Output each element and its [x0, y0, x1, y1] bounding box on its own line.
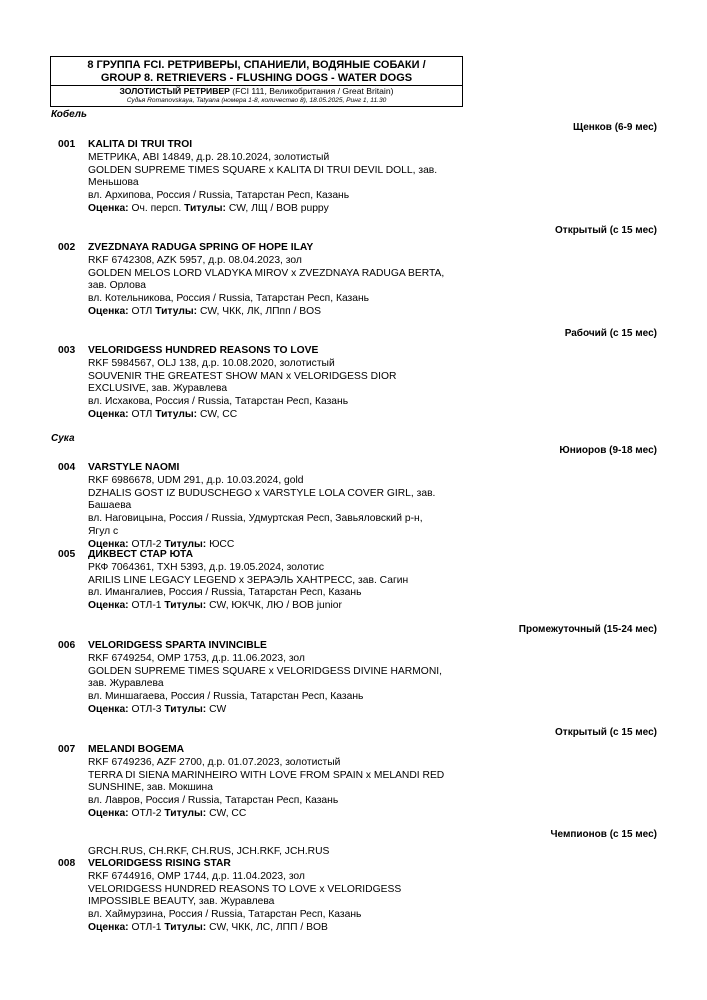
dog-owner: вл. Котельникова, Россия / Russia, Татарстан Респ, Казань — [88, 293, 370, 305]
grade-label: Оценка: — [88, 807, 129, 819]
dog-parents-line: DZHALIS GOST IZ BUDUSCHEGO x VARSTYLE LOLA COVER GIRL, зав. — [88, 487, 436, 499]
dog-parents-line: SOUVENIR THE GREATEST SHOW MAN x VELORIDGESS DIOR — [88, 370, 397, 382]
group-title-en: GROUP 8. RETRIEVERS - FLUSHING DOGS - WATER DOGS — [100, 72, 413, 84]
group-title — [51, 57, 462, 86]
dog-owner: вл. Имангалиев, Россия / Russia, Татарстан Респ, Казань — [88, 587, 362, 599]
dog-registration: RKF 6744916, OMP 1744, д.р. 11.04.2023, зол — [88, 870, 305, 882]
dog-parents-line: TERRA DI SIENA MARINHEIRO WITH LOVE FROM SPAIN x MELANDI RED — [88, 769, 445, 781]
dog-result — [88, 600, 468, 613]
dog-name: MELANDI BOGEMA — [88, 744, 185, 755]
entry-number: 007 — [58, 744, 76, 755]
grade-value: ОТЛ-2 — [131, 807, 162, 819]
dog-owner: вл. Исхакова, Россия / Russia, Татарстан Респ, Казань — [88, 396, 349, 408]
dog-name: VARSTYLE NAOMI — [88, 462, 180, 473]
dog-registration: RKF 6749254, OMP 1753, д.р. 11.06.2023, зол — [88, 652, 305, 664]
dog-parents-line: GOLDEN SUPREME TIMES SQUARE x KALITA DI TRUI DEVIL DOLL, зав. — [88, 164, 438, 176]
breed-info: (FCI 111, Великобритания / Great Britain) — [232, 86, 394, 96]
entry — [58, 858, 468, 935]
dog-registration: РКФ 7064361, ТХН 5393, д.р. 19.05.2024, золотис — [88, 561, 325, 573]
dog-registration: МЕТРИКА, ABI 14849, д.р. 28.10.2024, золотистый — [88, 151, 330, 163]
entry-number: 002 — [58, 242, 76, 253]
dog-result — [88, 922, 468, 935]
dog-name: VELORIDGESS HUNDRED REASONS TO LOVE — [88, 345, 319, 356]
grade-label: Оценка: — [88, 703, 129, 715]
dog-parents-line: GOLDEN MELOS LORD VLADYKA MIROV x ZVEZDNAYA RADUGA BERTA, — [88, 267, 445, 279]
entry-number: 001 — [58, 139, 76, 150]
breed-name: ЗОЛОТИСТЫЙ РЕТРИВЕР — [119, 86, 230, 96]
titles-value: CW, CC — [199, 408, 238, 420]
class-heading-open: Открытый (с 15 мес) — [555, 225, 657, 236]
dog-parents-line: зав. Орлова — [88, 280, 146, 292]
grade-value: ОТЛ-3 — [131, 703, 162, 715]
dog-owner: вл. Наговицына, Россия / Russia, Удмуртская Респ, Завьяловский р-н, — [88, 513, 423, 525]
entry — [58, 242, 468, 319]
titles-label: Титулы: — [184, 202, 226, 214]
dog-name: VELORIDGESS RISING STAR — [88, 858, 231, 869]
sex-heading-male: Кобель — [51, 109, 87, 120]
titles-label: Титулы: — [164, 600, 207, 612]
titles-label: Титулы: — [155, 408, 198, 420]
dog-parents-line: SUNSHINE, зав. Мокшина — [88, 782, 213, 794]
class-heading-junior: Юниоров (9-18 мес) — [559, 445, 657, 456]
dog-result — [88, 704, 468, 717]
entry — [58, 744, 468, 821]
titles-value: CW, CC — [209, 807, 247, 819]
titles-value: CW — [209, 703, 227, 715]
dog-owner: вл. Хаймурзина, Россия / Russia, Татарстан Респ, Казань — [88, 909, 362, 921]
class-heading-puppy: Щенков (6-9 мес) — [573, 122, 657, 133]
entry — [58, 549, 468, 613]
grade-label: Оценка: — [88, 305, 129, 317]
class-heading-champion: Чемпионов (с 15 мес) — [550, 829, 657, 840]
dog-name: ДИКВЕСТ СТАР ЮТА — [88, 549, 194, 560]
entry — [58, 139, 468, 216]
dog-registration: RKF 6749236, AZF 2700, д.р. 01.07.2023, золотистый — [88, 756, 341, 768]
grade-value: ОТЛ — [131, 408, 153, 420]
class-heading-working: Рабочий (с 15 мес) — [564, 328, 657, 339]
grade-label: Оценка: — [88, 202, 129, 214]
entry-number: 008 — [58, 858, 76, 869]
judge-info: Судья Romanovskaya, Tatyana (номера 1-8, количество 8), 18.05.2025, Ринг 1, 11.30 — [126, 96, 387, 104]
entry — [58, 462, 468, 552]
dog-owner: вл. Архипова, Россия / Russia, Татарстан Респ, Казань — [88, 190, 350, 202]
entry-number: 006 — [58, 640, 76, 651]
grade-value: Оч. персп. — [131, 202, 182, 214]
grade-value: ОТЛ-2 — [131, 538, 162, 550]
titles-label: Титулы: — [164, 807, 207, 819]
titles-label: Титулы: — [155, 305, 198, 317]
entry-number: 003 — [58, 345, 76, 356]
grade-value: ОТЛ — [131, 305, 153, 317]
dog-parents-line: IMPOSSIBLE BEAUTY, зав. Журавлева — [88, 896, 275, 908]
dog-name: KALITA DI TRUI TROI — [88, 139, 193, 150]
titles-value: CW, ЧКК, ЛК, ЛПпп / BOS — [199, 305, 321, 317]
entry — [58, 640, 468, 717]
class-heading-intermediate: Промежуточный (15-24 мес) — [518, 624, 657, 635]
dog-parents-line: EXCLUSIVE, зав. Журавлева — [88, 383, 228, 395]
dog-parents-line: Башаева — [88, 500, 132, 512]
dog-name: VELORIDGESS SPARTA INVINCIBLE — [88, 640, 267, 651]
dog-owner: вл. Миншагаева, Россия / Russia, Татарстан Респ, Казань — [88, 691, 364, 703]
titles-value: CW, ЧКК, ЛС, ЛПП / BOB — [209, 921, 328, 933]
dog-parents-line: ARILIS LINE LEGACY LEGEND x ЗЕРАЭЛЬ ХАНТРЕСС, зав. Сагин — [88, 574, 409, 586]
group-title-ru: 8 ГРУППА FCI. РЕТРИВЕРЫ, СПАНИЕЛИ, ВОДЯНЫЕ СОБАКИ / — [87, 59, 426, 71]
titles-label: Титулы: — [164, 703, 207, 715]
dog-parents-line: зав. Журавлева — [88, 678, 164, 690]
titles-value: CW, ЮКЧК, ЛЮ / BOB junior — [209, 600, 342, 612]
dog-result — [88, 306, 468, 319]
dog-pre-titles: GRCH.RUS, CH.RKF, CH.RUS, JCH.RKF, JCH.RUS — [88, 846, 330, 857]
entry-number: 004 — [58, 462, 76, 473]
sex-heading-female: Сука — [51, 433, 75, 444]
dog-result — [88, 203, 468, 216]
dog-parents-line: VELORIDGESS HUNDRED REASONS TO LOVE x VELORIDGESS — [88, 883, 402, 895]
titles-label: Титулы: — [164, 538, 207, 550]
dog-registration: RKF 6742308, AZK 5957, д.р. 08.04.2023, зол — [88, 254, 302, 266]
grade-value: ОТЛ-1 — [131, 921, 162, 933]
dog-registration: RKF 5984567, OLJ 138, д.р. 10.08.2020, золотистый — [88, 357, 335, 369]
dog-result — [88, 808, 468, 821]
grade-label: Оценка: — [88, 921, 129, 933]
entry — [58, 345, 468, 422]
dog-owner: вл. Лавров, Россия / Russia, Татарстан Респ, Казань — [88, 795, 339, 807]
grade-label: Оценка: — [88, 600, 129, 612]
entry-number: 005 — [58, 549, 76, 560]
class-heading-open-female: Открытый (с 15 мес) — [555, 727, 657, 738]
breed-title — [51, 86, 462, 97]
grade-label: Оценка: — [88, 538, 129, 550]
titles-value: ЮСС — [209, 538, 235, 550]
grade-value: ОТЛ-1 — [131, 600, 162, 612]
grade-label: Оценка: — [88, 408, 129, 420]
dog-result — [88, 409, 468, 422]
dog-parents-line: Меньшова — [88, 177, 139, 189]
group-header-box — [50, 56, 463, 107]
dog-name: ZVEZDNAYA RADUGA SPRING OF HOPE ILAY — [88, 242, 314, 253]
dog-registration: RKF 6986678, UDM 291, д.р. 10.03.2024, gold — [88, 474, 304, 486]
titles-label: Титулы: — [164, 921, 207, 933]
titles-value: CW, ЛЩ / BOB puppy — [228, 202, 329, 214]
dog-parents-line: GOLDEN SUPREME TIMES SQUARE x VELORIDGESS DIVINE HARMONI, — [88, 665, 442, 677]
dog-owner: Ягул с — [88, 525, 119, 537]
